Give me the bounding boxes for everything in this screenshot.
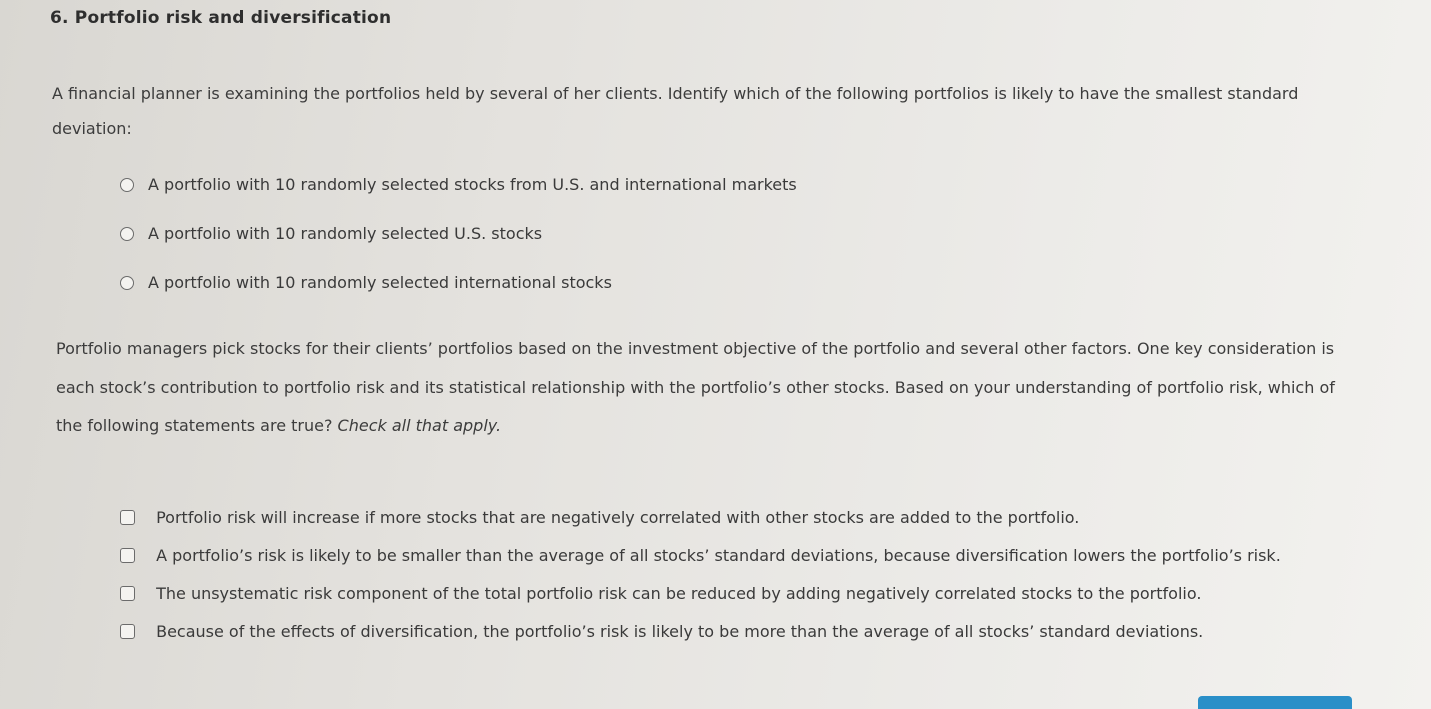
checkbox-option-risk-more[interactable]	[120, 613, 1320, 651]
checkbox[interactable]	[120, 548, 135, 563]
checkbox-option-risk-smaller[interactable]	[120, 537, 1320, 575]
radio-button[interactable]	[120, 276, 134, 290]
radio-option-label: A portfolio with 10 randomly selected international stocks	[148, 273, 612, 292]
radio-option-us-stocks[interactable]	[120, 224, 542, 243]
question-paragraph	[56, 330, 1356, 446]
checkbox-option-label: The unsystematic risk component of the total portfolio risk can be reduced by adding negatively correlated stocks to the portfolio.	[156, 584, 1202, 603]
instruction-text: Check all that apply.	[337, 416, 502, 435]
checkbox[interactable]	[120, 510, 135, 525]
checkbox[interactable]	[120, 624, 135, 639]
radio-option-label: A portfolio with 10 randomly selected stocks from U.S. and international markets	[148, 175, 797, 194]
submit-button[interactable]	[1198, 696, 1352, 709]
checkbox-options	[120, 499, 1320, 651]
radio-option-us-and-international[interactable]	[120, 175, 797, 194]
radio-button[interactable]	[120, 227, 134, 241]
paragraph-text: Portfolio managers pick stocks for their clients’ portfolios based on the investment objective of the portfolio and several other factors. One key consideration is each stock’s contribution to portfolio risk and its statistical relationship with the portfolio’s other stocks. Based on your understanding of portfolio risk, which of the following statements are true?	[56, 339, 1335, 435]
checkbox-option-unsystematic-risk[interactable]	[120, 575, 1320, 613]
checkbox-option-label: A portfolio’s risk is likely to be smaller than the average of all stocks’ standard deviations, because diversification lowers the portfolio’s risk.	[156, 546, 1281, 565]
radio-option-international-stocks[interactable]	[120, 273, 612, 292]
question-prompt: A financial planner is examining the portfolios held by several of her clients. Identify which of the following portfolios is likely to have the smallest standard deviation:	[52, 84, 1299, 138]
radio-button[interactable]	[120, 178, 134, 192]
question-title: 6. Portfolio risk and diversification	[50, 8, 392, 28]
checkbox-option-label: Because of the effects of diversification, the portfolio’s risk is likely to be more than the average of all stocks’ standard deviations.	[156, 622, 1204, 641]
radio-option-label: A portfolio with 10 randomly selected U.S. stocks	[148, 224, 543, 243]
checkbox-option-label: Portfolio risk will increase if more stocks that are negatively correlated with other stocks are added to the portfolio.	[156, 508, 1080, 527]
checkbox[interactable]	[120, 586, 135, 601]
checkbox-option-risk-increase[interactable]	[120, 499, 1320, 537]
